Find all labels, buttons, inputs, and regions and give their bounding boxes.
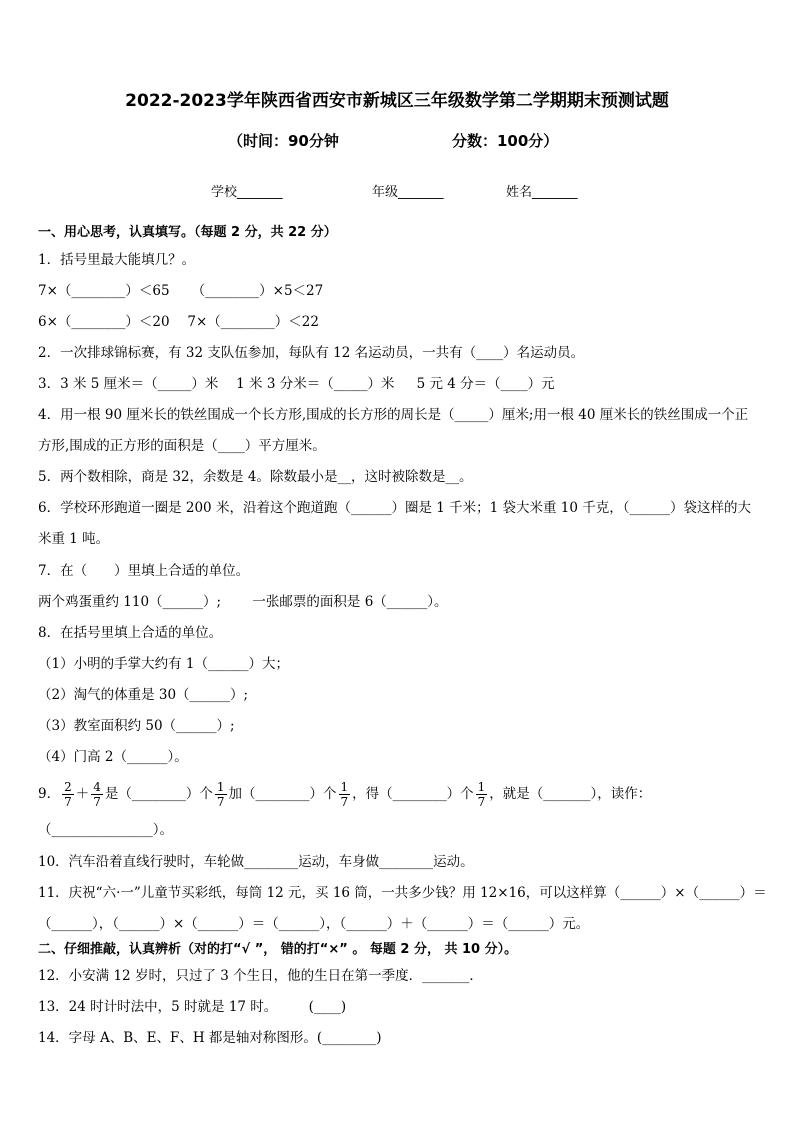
question-12: 12．小安满 12 岁时，只过了 3 个生日，他的生日在第一季度．_______． bbox=[38, 968, 483, 984]
fraction bbox=[91, 780, 103, 809]
school-field: 学校_______ bbox=[211, 185, 283, 200]
exam-title: 2022-2023学年陕西省西安市新城区三年级数学第二学期期末预测试题 bbox=[125, 91, 669, 111]
question-6b: 米重 1 吨。 bbox=[38, 531, 110, 547]
question-8-2: （2）淘气的体重是 30（______）; bbox=[38, 687, 249, 703]
numerator: 1 bbox=[216, 780, 225, 794]
question-14: 14．字母 A、B、E、F、H 都是轴对称图形。(________) bbox=[38, 1030, 382, 1046]
question-4b: 方形,围成的正方形的面积是（____）平方厘米。 bbox=[38, 438, 326, 454]
numerator: 1 bbox=[340, 780, 349, 794]
denominator: 7 bbox=[64, 795, 72, 809]
name-field: 姓名_______ bbox=[506, 185, 578, 200]
question-6a: 6．学校环形跑道一圈是 200 米，沿着这个跑道跑（______）圈是 1 千米；1 袋大米重 10 千克，（______）袋这样的大 bbox=[38, 500, 752, 516]
denominator: 7 bbox=[93, 795, 101, 809]
plus-sign: ＋ bbox=[75, 786, 90, 802]
fraction bbox=[62, 780, 74, 809]
exam-score: 分数：100分） bbox=[452, 132, 559, 150]
section1-heading: 一、用心思考，认真填写。（每题 2 分，共 22 分） bbox=[38, 225, 337, 240]
denominator: 7 bbox=[340, 795, 349, 809]
question-8: 8．在括号里填上合适的单位。 bbox=[38, 625, 223, 641]
grade-field: 年级_______ bbox=[372, 185, 444, 200]
question-8-3: （3）教室面积约 50（______）; bbox=[38, 718, 235, 734]
question-10: 10．汽车沿着直线行驶时，车轮做________运动，车身做________运动。 bbox=[38, 854, 474, 870]
fraction bbox=[215, 780, 227, 809]
denominator: 7 bbox=[477, 795, 486, 809]
denominator: 7 bbox=[216, 795, 225, 809]
question-8-4: （4）门高 2（______）。 bbox=[38, 749, 188, 765]
question-13: 13．24 时计时法中，5 时就是 17 时。 (____) bbox=[38, 999, 347, 1015]
exam-time: （时间：90分钟 bbox=[228, 132, 339, 150]
section2-heading: 二、仔细推敲，认真辨析（对的打“√ ”， 错的打“×” 。 每题 2 分， 共 10 分）。 bbox=[38, 942, 518, 957]
question-8-1: （1）小明的手掌大约有 1（______）大； bbox=[38, 656, 289, 672]
question-9 bbox=[38, 776, 651, 812]
q9-text: ，就是（_______），读作： bbox=[489, 786, 652, 802]
question-3: 3．3 米 5 厘米＝（_____）米 1 米 3 分米＝（_____）米 5 元 4 分＝（____）元 bbox=[38, 376, 555, 392]
numerator: 4 bbox=[93, 780, 101, 794]
q9-text: 加（________）个 bbox=[228, 786, 337, 802]
question-2: 2．一次排球锦标赛，有 32 支队伍参加，每队有 12 名运动员，一共有（____）名运动员。 bbox=[38, 345, 585, 361]
question-7: 7．在（ ）里填上合适的单位。 bbox=[38, 563, 250, 579]
fraction bbox=[339, 780, 351, 809]
question-4a: 4．用一根 90 厘米长的铁丝围成一个长方形,围成的长方形的周长是（_____）厘米;用一根 40 厘米长的铁丝围成一个正 bbox=[38, 407, 749, 423]
numerator: 2 bbox=[64, 780, 72, 794]
question-9b: （_______________）。 bbox=[38, 822, 173, 838]
question-1a: 7×（________）＜65 （________）×5＜27 bbox=[38, 283, 324, 299]
q9-text: ，得（________）个 bbox=[352, 786, 474, 802]
q9-text: 是（________）个 bbox=[104, 786, 213, 802]
question-11a: 11．庆祝“六·一”儿童节买彩纸，每筒 12 元，买 16 筒，一共多少钱？用 12×16，可以这样算（______）×（______）＝ bbox=[38, 885, 767, 901]
q9-number: 9． bbox=[38, 786, 61, 802]
question-7a: 两个鸡蛋重约 110（______）; 一张邮票的面积是 6（______）。 bbox=[38, 594, 448, 610]
question-11b: （______），（______）×（______）＝（______），（______）＋（______）＝（______）元。 bbox=[38, 916, 590, 932]
numerator: 1 bbox=[477, 780, 486, 794]
fraction bbox=[476, 780, 488, 809]
question-1b: 6×（________）＜20 7×（________）＜22 bbox=[38, 314, 319, 330]
question-1: 1．括号里最大能填几？。 bbox=[38, 252, 196, 268]
question-5: 5．两个数相除，商是 32，余数是 4。除数最小是__，这时被除数是__。 bbox=[38, 469, 473, 485]
